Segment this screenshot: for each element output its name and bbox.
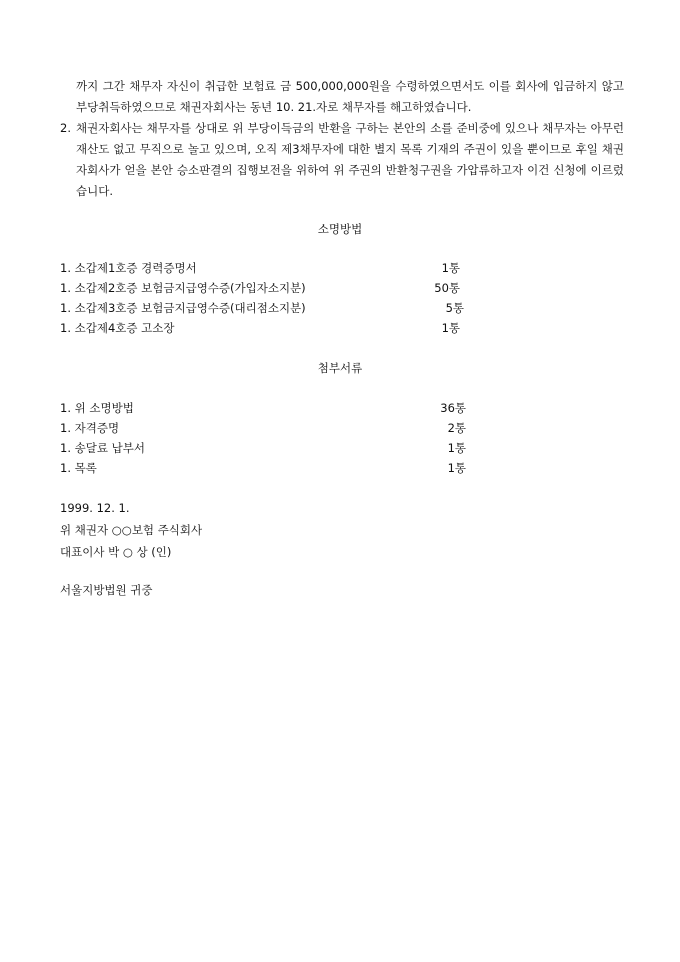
evidence-item-count: 50통 [434, 281, 460, 295]
attachment-item-label: 1. 송달료 납부서 [60, 441, 145, 455]
evidence-item-count: 5통 [445, 301, 464, 315]
attachment-item-label: 1. 위 소명방법 [60, 401, 134, 415]
signature-date: 1999. 12. 1. [60, 501, 130, 515]
signature-representative: 대표이사 박 ○ 상 (인) [60, 545, 172, 559]
attachment-item-count: 36통 [440, 401, 466, 415]
evidence-heading: 소명방법 [317, 222, 363, 236]
attachment-item-label: 1. 목록 [60, 461, 97, 475]
evidence-item-label: 1. 소갑제2호증 보험금지급영수증(가입자소지분) [60, 281, 306, 295]
paragraph-continued [60, 76, 624, 118]
attachment-item-label: 1. 자격증명 [60, 421, 120, 435]
attachment-item-count: 2통 [447, 421, 466, 435]
paragraph-2-text: 채권자회사는 채무자를 상대로 위 부당이득금의 반환을 구하는 본안의 소를 준비중에 있으나 채무자는 아무런 재산도 없고 무직으로 놀고 있으며, 오직 제3채무자에 대한 별지 목록 기재의 주권이 있을 뿐이므로 후일 채권자회사가 얻을 본안 승소판결의 집행보전을 위하여 위 주권의 반환청구권을 가압류하고자 이건 신청에 이르렀습니다. [76, 121, 624, 198]
evidence-item-label: 1. 소갑제4호증 고소장 [60, 321, 175, 335]
evidence-item-count: 1통 [441, 261, 460, 275]
paragraph-2 [60, 118, 624, 202]
attachments-heading: 첨부서류 [317, 361, 363, 375]
evidence-item-count: 1통 [441, 321, 460, 335]
paragraph-continued-text: 까지 그간 채무자 자신이 취급한 보험료 금 500,000,000원을 수령하였으면서도 이를 회사에 입금하지 않고 부당취득하였으므로 채권자회사는 동년 10. 21.자로 채무자를 해고하였습니다. [76, 79, 624, 114]
paragraph-2-number: 2. [60, 121, 71, 135]
signature-block [60, 497, 202, 563]
attachment-item-count: 1통 [447, 441, 466, 455]
signature-creditor: 위 채권자 ○○보험 주식회사 [60, 523, 203, 537]
evidence-item-label: 1. 소갑제1호증 경력증명서 [60, 261, 197, 275]
court-addressee: 서울지방법원 귀중 [60, 583, 153, 597]
evidence-item-label: 1. 소갑제3호증 보험금지급영수증(대리점소지분) [60, 301, 306, 315]
attachment-item-count: 1통 [447, 461, 466, 475]
